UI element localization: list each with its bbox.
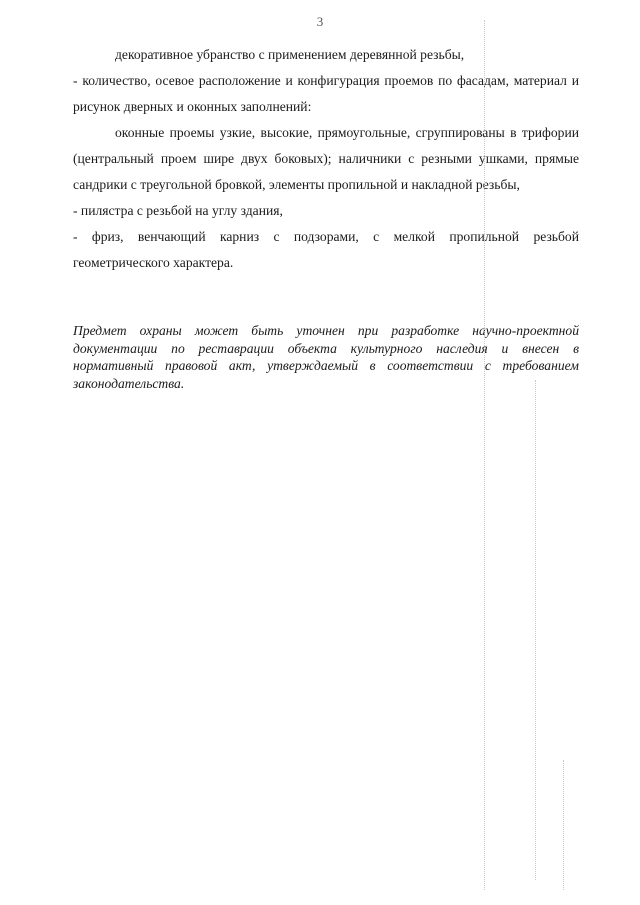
scan-artifact-line bbox=[484, 20, 485, 890]
paragraph-frieze: - фриз, венчающий карниз с подзорами, с мелкой пропильной резьбой геометрического характера. bbox=[73, 229, 579, 270]
paragraph-pilaster: - пилястра с резьбой на углу здания, bbox=[73, 203, 283, 218]
paragraph-window-openings: оконные проемы узкие, высокие, прямоугольные, сгруппированы в трифории (центральный проем шире двух боковых); наличники с резными ушками, прямые сандрики с треугольной бровкой, элементы пропильной и накладной резьбы, bbox=[73, 125, 579, 192]
document-body bbox=[73, 42, 579, 276]
scan-artifact-line bbox=[535, 380, 536, 880]
page-number: 3 bbox=[316, 14, 324, 29]
paragraph-decorative-decor: декоративное убранство с применением деревянной резьбы, bbox=[115, 47, 465, 62]
paragraph-openings: - количество, осевое расположение и конфигурация проемов по фасадам, материал и рисунок дверных и оконных заполнений: bbox=[73, 73, 579, 114]
protection-note: Предмет охраны может быть уточнен при разработке научно-проектной документации по реставрации объекта культурного наследия и внесен в нормативный правовой акт, утверждаемый в соответствии с требованием законодательства. bbox=[73, 323, 579, 391]
scan-artifact-line bbox=[563, 760, 564, 890]
